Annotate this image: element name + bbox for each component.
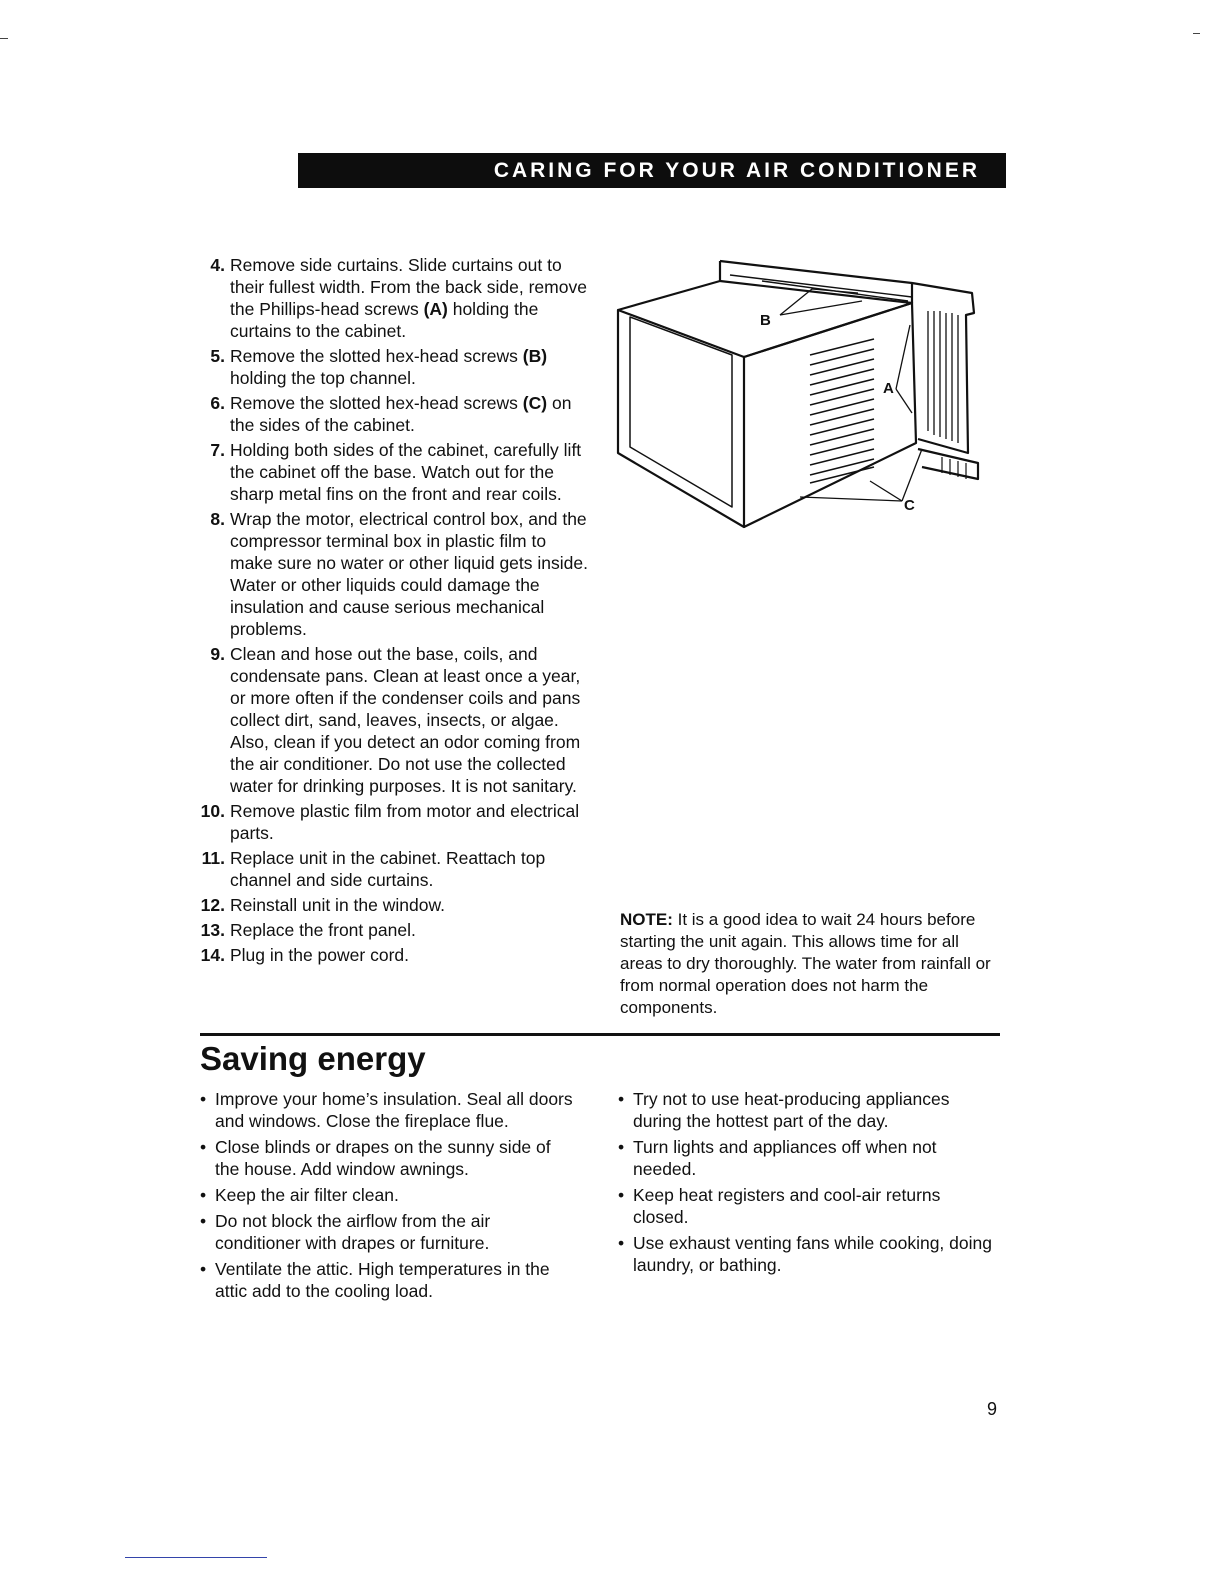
step-number: 4. <box>210 255 225 275</box>
energy-tips-right <box>618 1088 998 1280</box>
step-text-part: Remove side curtains. Slide curtains out to their fullest width. From the back side, remove the Phillips-head screws <box>230 255 587 319</box>
scan-mark <box>1193 33 1200 34</box>
section-divider <box>200 1033 1000 1036</box>
step-text-part: Remove plastic film from motor and electrical parts. <box>230 801 580 843</box>
step-text <box>230 508 590 640</box>
bullet-icon: • <box>200 1089 207 1109</box>
bullet-icon: • <box>618 1233 625 1253</box>
step-number: 10. <box>200 801 225 821</box>
page-number: 9 <box>987 1399 998 1419</box>
energy-tip-text: Improve your home’s insulation. Seal all doors and windows. Close the fireplace flue. <box>215 1089 573 1131</box>
step-number: 8. <box>210 509 225 529</box>
step-text-part: holding the curtains to the cabinet. <box>230 299 539 341</box>
step-item <box>198 345 590 389</box>
step-item <box>198 800 590 844</box>
step-number: 5. <box>210 346 225 366</box>
energy-tip <box>200 1210 575 1254</box>
step-text <box>230 439 590 505</box>
part-reference: (C) <box>522 393 548 413</box>
scan-mark <box>125 1557 267 1558</box>
step-text-part: Reinstall unit in the window. <box>230 895 445 915</box>
energy-tip-text: Do not block the airflow from the air conditioner with drapes or furniture. <box>215 1211 491 1253</box>
energy-tip-text: Use exhaust venting fans while cooking, doing laundry, or bathing. <box>633 1233 992 1275</box>
bullet-icon: • <box>200 1259 207 1279</box>
step-text <box>230 944 590 966</box>
energy-tip <box>618 1088 998 1132</box>
energy-tip-text: Try not to use heat-producing appliances during the hottest part of the day. <box>633 1089 950 1131</box>
section-header: CARING FOR YOUR AIR CONDITIONER <box>298 153 1006 188</box>
step-text-part: Replace the front panel. <box>230 920 416 940</box>
step-number: 9. <box>210 644 225 664</box>
step-text-part: holding the top channel. <box>230 368 416 388</box>
bullet-icon: • <box>200 1137 207 1157</box>
bullet-icon: • <box>200 1185 207 1205</box>
note-text: It is a good idea to wait 24 hours before starting the unit again. This allows time for all areas to dry thoroughly. The water from rainfall or from normal operation does not harm the components. <box>620 910 991 1017</box>
step-item <box>198 392 590 436</box>
step-text <box>230 254 590 342</box>
note-label: NOTE: <box>620 910 673 929</box>
step-text-part: Remove the slotted hex-head screws <box>230 393 523 413</box>
scan-mark <box>0 38 8 39</box>
energy-tips-left <box>200 1088 575 1306</box>
step-text-part: on the sides of the cabinet. <box>230 393 572 435</box>
step-item <box>198 847 590 891</box>
bullet-icon: • <box>618 1089 625 1109</box>
step-number: 7. <box>210 440 225 460</box>
step-number: 11. <box>201 848 225 868</box>
energy-tip <box>618 1184 998 1228</box>
step-text <box>230 919 590 941</box>
part-reference: (A) <box>423 299 448 319</box>
step-item <box>198 508 590 640</box>
energy-tip <box>618 1136 998 1180</box>
bullet-icon: • <box>618 1137 625 1157</box>
label-c: C <box>904 497 915 514</box>
step-text-part: Replace unit in the cabinet. Reattach top channel and side curtains. <box>230 848 546 890</box>
cleaning-steps-list <box>198 254 590 969</box>
step-number: 12. <box>200 895 225 915</box>
energy-tip <box>200 1184 575 1206</box>
saving-energy-heading: Saving energy <box>200 1040 426 1077</box>
energy-tip-text: Ventilate the attic. High temperatures in the attic add to the cooling load. <box>215 1259 550 1301</box>
step-number: 6. <box>210 393 225 413</box>
step-text <box>230 800 590 844</box>
energy-tip-text: Close blinds or drapes on the sunny side of the house. Add window awnings. <box>215 1137 551 1179</box>
part-reference: (B) <box>522 346 548 366</box>
step-text-part: Clean and hose out the base, coils, and condensate pans. Clean at least once a year, or more often if the condenser coils and pans collect dirt, sand, leaves, insects, or algae. Also, clean if you detect an odor coming from the air conditioner. Do not use the collected water for drinking purposes. It is not sanitary. <box>230 644 581 796</box>
energy-tip <box>200 1088 575 1132</box>
label-a: A <box>883 380 894 397</box>
energy-tip <box>618 1232 998 1276</box>
step-text <box>230 894 590 916</box>
step-item <box>198 894 590 916</box>
energy-tip-text: Turn lights and appliances off when not needed. <box>633 1137 937 1179</box>
step-number: 14. <box>200 945 225 965</box>
step-item <box>198 439 590 505</box>
energy-tip <box>200 1258 575 1302</box>
step-text <box>230 847 590 891</box>
note-paragraph <box>620 909 995 1019</box>
energy-tip-text: Keep the air filter clean. <box>215 1185 399 1205</box>
label-b: B <box>760 312 771 329</box>
step-item <box>198 643 590 797</box>
energy-tip <box>200 1136 575 1180</box>
energy-tip-text: Keep heat registers and cool-air returns closed. <box>633 1185 941 1227</box>
step-text-part: Holding both sides of the cabinet, carefully lift the cabinet off the base. Watch out for the sharp metal fins on the front and rear coils. <box>230 440 582 504</box>
step-text <box>230 392 590 436</box>
step-text <box>230 345 590 389</box>
step-text-part: Remove the slotted hex-head screws <box>230 346 523 366</box>
bullet-icon: • <box>618 1185 625 1205</box>
air-conditioner-diagram <box>612 253 992 529</box>
step-number: 13. <box>200 920 225 940</box>
step-text-part: Plug in the power cord. <box>230 945 409 965</box>
step-item <box>198 919 590 941</box>
step-item <box>198 254 590 342</box>
bullet-icon: • <box>200 1211 207 1231</box>
step-text-part: Wrap the motor, electrical control box, and the compressor terminal box in plastic film to make sure no water or other liquid gets inside. Water or other liquids could damage the insulation and cause serious mechanical problems. <box>230 509 588 639</box>
step-text <box>230 643 590 797</box>
step-item <box>198 944 590 966</box>
